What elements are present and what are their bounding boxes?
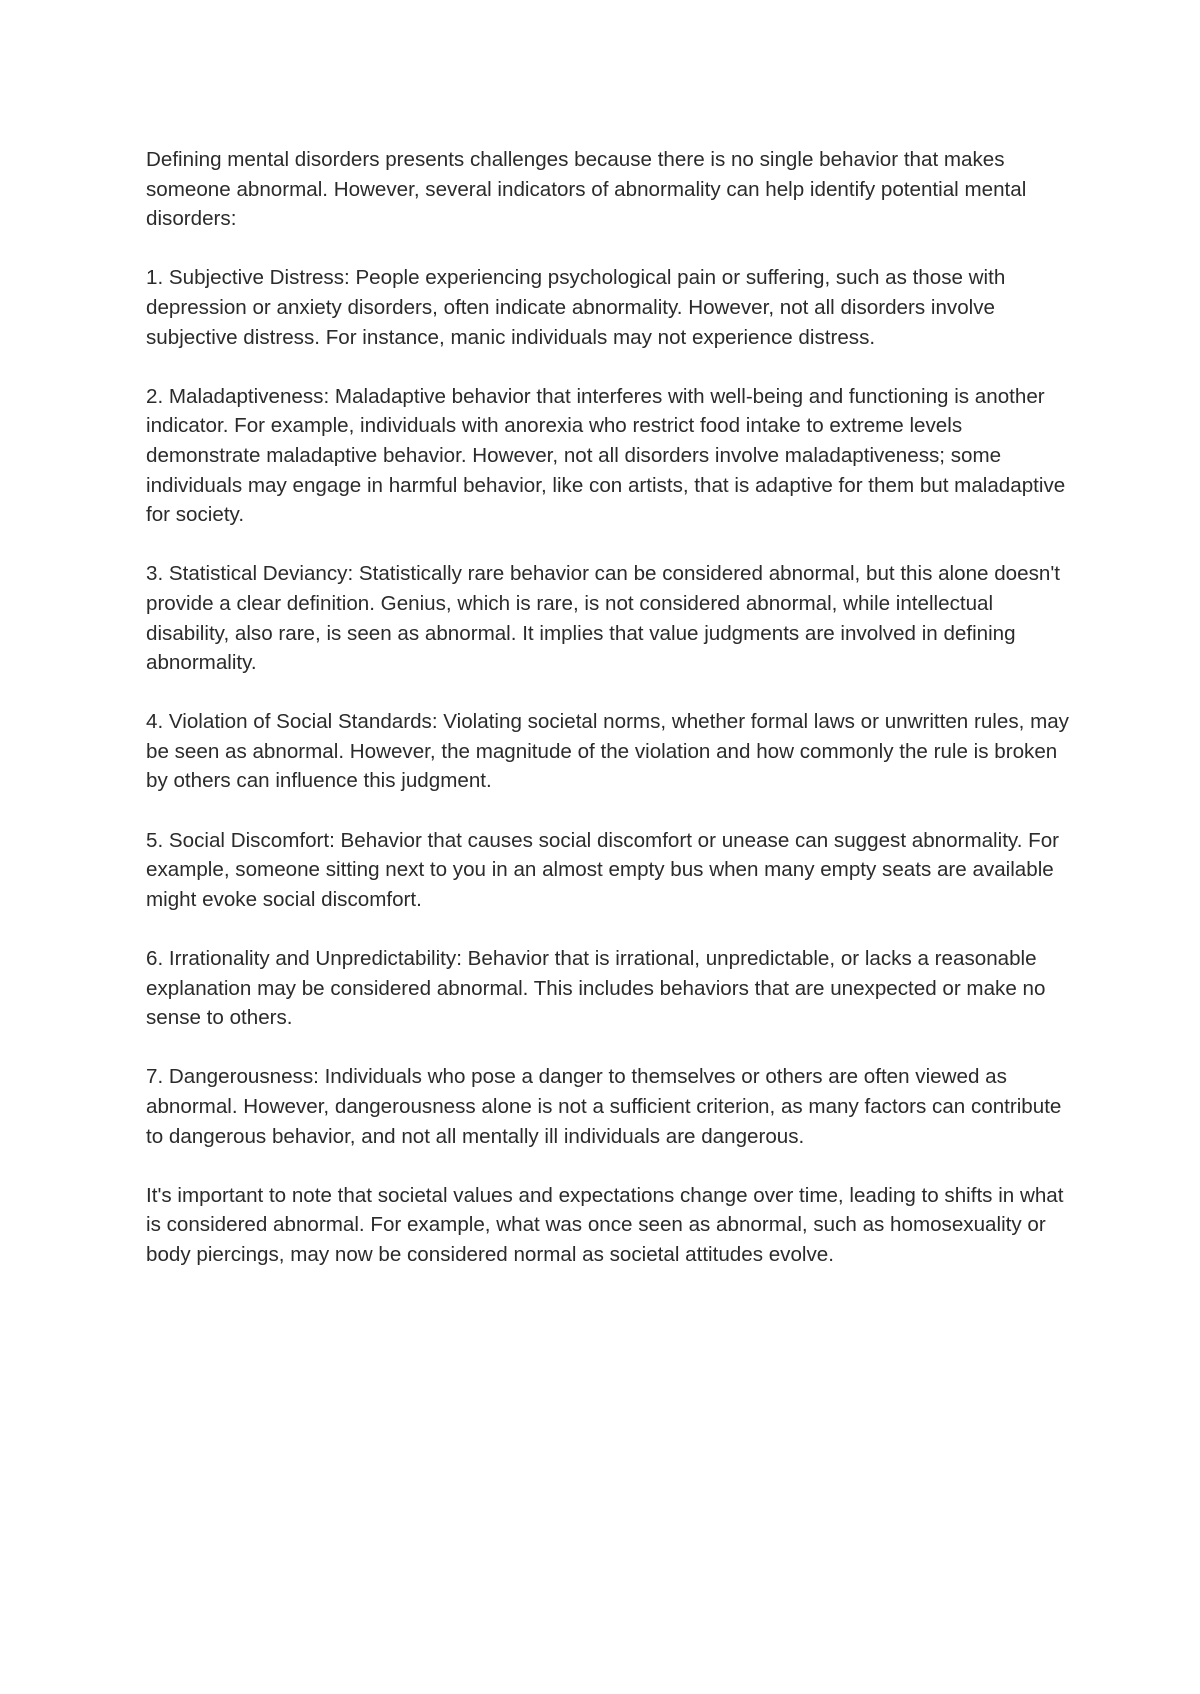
conclusion-paragraph: It's important to note that societal values and expectations change over time, leading to shifts in what is considered abnormal. For example, what was once seen as abnormal, such as homosexuality or body piercings, may now be considered normal as societal attitudes evolve. [146, 1183, 1064, 1266]
intro-paragraph: Defining mental disorders presents challenges because there is no single behavior that makes someone abnormal. However, several indicators of abnormality can help identify potential mental disorders: [146, 148, 1027, 231]
indicator-violation-social-standards: 4. Violation of Social Standards: Violating societal norms, whether formal laws or unwritten rules, may be seen as abnormal. However, the magnitude of the violation and how commonly the rule is broken by others can influence this judgment. [146, 710, 1069, 793]
indicator-subjective-distress: 1. Subjective Distress: People experiencing psychological pain or suffering, such as those with depression or anxiety disorders, often indicate abnormality. However, not all disorders involve subjective distress. For instance, manic individuals may not experience distress. [146, 266, 1006, 349]
indicator-dangerousness: 7. Dangerousness: Individuals who pose a danger to themselves or others are often viewed as abnormal. However, dangerousness alone is not a sufficient criterion, as many factors can contribute to dangerous behavior, and not all mentally ill individuals are dangerous. [146, 1065, 1062, 1148]
indicator-maladaptiveness: 2. Maladaptiveness: Maladaptive behavior that interferes with well-being and functioning is another indicator. For example, individuals with anorexia who restrict food intake to extreme levels demonstrate maladaptive behavior. However, not all disorders involve maladaptiveness; some individuals may engage in harmful behavior, like con artists, that is adaptive for them but maladaptive for society. [146, 384, 1066, 527]
indicator-statistical-deviancy: 3. Statistical Deviancy: Statistically rare behavior can be considered abnormal, but this alone doesn't provide a clear definition. Genius, which is rare, is not considered abnormal, while intellectual disability, also rare, is seen as abnormal. It implies that value judgments are involved in defining abnormality. [146, 562, 1060, 675]
indicator-social-discomfort: 5. Social Discomfort: Behavior that causes social discomfort or unease can suggest abnormality. For example, someone sitting next to you in an almost empty bus when many empty seats are available might evoke social discomfort. [146, 828, 1060, 911]
indicator-irrationality-unpredictability: 6. Irrationality and Unpredictability: Behavior that is irrational, unpredictable, or lacks a reasonable explanation may be considered abnormal. This includes behaviors that are unexpected or make no sense to others. [146, 947, 1046, 1030]
document-body [146, 145, 1076, 1299]
